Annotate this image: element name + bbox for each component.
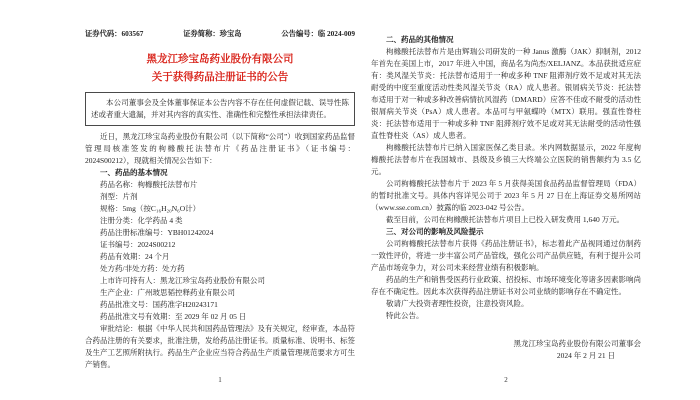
stock-info-row <box>85 28 355 40</box>
page-number-1: 1 <box>218 376 222 384</box>
board-signature: 黑龙江珍宝岛药业股份有限公司董事会 <box>513 339 641 348</box>
stock-code: 证券代码：603567 <box>85 29 144 38</box>
shelf-life-line: 药品有效期：24 个月 <box>100 252 170 262</box>
risk-paragraph: 药品的生产和销售受医药行业政策、招投标、市场环境变化等诸多因素影响尚存在不确定性。因此本次获得药品注册证书对公司业绩的影响存在不确定性。 <box>371 275 641 296</box>
registration-class-line: 注册分类：化学药品 4 类 <box>100 216 183 226</box>
announcement-closing-line: 特此公告。 <box>386 311 424 320</box>
investor-notice-line: 敬请广大投资者理性投资，注意投资风险。 <box>386 299 529 308</box>
announcement-page-2 <box>371 0 641 400</box>
section3-heading: 三、对公司的影响及风险提示 <box>386 227 484 236</box>
page-number-2: 2 <box>504 376 508 384</box>
company-title: 黑龙江珍宝岛药业股份有限公司 <box>146 54 294 65</box>
approval-validity-line: 药品批准文号有效期：至 2029 年 02 月 05 日 <box>100 312 247 322</box>
prescription-type-line: 处方药/非处方药：处方药 <box>100 264 185 274</box>
manufacturer-line: 生产企业：广州玻思韬控释药业有限公司 <box>100 288 235 298</box>
intro-paragraph: 近日，黑龙江珍宝岛药业股份有限公司（以下简称“公司”）收到国家药品监督管理局核准签发的枸橼酸托法替布片《药品注册证书》（证书编号：2024S00212），现就相关情况公告如下： <box>85 132 355 166</box>
dosage-form-line: 剂型：片剂 <box>100 192 138 202</box>
drug-name-line: 药品名称：枸橼酸托法替布片 <box>100 180 198 190</box>
standard-number-line: 药品注册标准编号：YBH01242024 <box>100 228 214 238</box>
section2-heading: 二、药品的其他情况 <box>386 35 454 44</box>
section1-heading: 一、药品的基本情况 <box>100 168 168 178</box>
medical-insurance-paragraph: 枸橼酸托法替布片已纳入国家医保乙类目录。米内网数据显示，2022 年度枸橼酸托法替布片在我国城市、县级及乡镇三大终端公立医院的销售额约为 3.5 亿元。 <box>371 143 641 176</box>
announcement-date: 2024 年 2 月 21 日 <box>556 351 615 360</box>
specification-line: 规格：5mg（按C₁₆H₂₀N₆O计） <box>100 204 201 214</box>
announcement-title: 关于获得药品注册证书的公告 <box>151 72 289 83</box>
certificate-number-line: 证书编号：2024S00212 <box>100 240 176 250</box>
disclaimer-text: 本公司董事会及全体董事保证本公告内容不存在任何虚假记载、误导性陈述或者重大遗漏，并对其内容的真实性、准确性和完整性承担法律责任。 <box>91 98 349 120</box>
approval-conclusion-paragraph: 审批结论：根据《中华人民共和国药品管理法》及有关规定，经审查，本品符合药品注册的有关要求，批准注册，发给药品注册证书。质量标准、说明书、标签及生产工艺照所附执行。药品生产企业应当符合药品生产质量管理规范要求方可生产销售。 <box>85 324 355 370</box>
impact-paragraph: 公司枸橼酸托法替布片获得《药品注册证书》，标志着此产品视同通过仿制药一致性评价，将进一步丰富公司产品管线，强化公司产品供应链，有利于提升公司产品市场竞争力，对公司未来经营业绩有积极影响。 <box>371 239 641 272</box>
announcement-page-1 <box>85 0 355 400</box>
announcement-number: 公告编号：临 2024-009 <box>281 29 355 38</box>
stock-short-name: 证券简称：珍宝岛 <box>183 29 242 38</box>
disclaimer-box <box>85 92 355 126</box>
drug-background-paragraph: 枸橼酸托法替布片是由辉瑞公司研发的一种 Janus 激酶（JAK）抑制剂，2012 年首先在美国上市，2017 年进入中国，商品名为尚杰/XELJANZ。本品获批适应症有：类风湿关节炎：托法替布适用于一种或多种 TNF 阻滞剂疗效不足或对其无法耐受的中度至重度活动性类风湿关节炎（RA）成人患者。银屑病关节炎：托法替布适用于对一种或多种改善病情抗风湿药（DMARD）应答不佳或不耐受的活动性银屑病关节炎（PsA）成人患者。本品可与甲氨蝶呤（MTX）联用。强直性脊柱炎：托法替布适用于一种或多种 TNF 阻滞剂疗效不足或对其无法耐受的活动性强直性脊柱炎（AS）成人患者。 <box>371 47 641 140</box>
rd-cost-paragraph: 截至目前，公司在枸橼酸托法替布片项目上已投入研发费用 1,640 万元。 <box>386 215 625 224</box>
fda-approval-paragraph: 公司枸橼酸托法替布片于 2023 年 5 月获得美国食品药品监督管理局（FDA）的暂时批准文号。具体内容详见公司于 2023 年 5 月 27 日在上海证券交易所网站（www.sse.com.cn）披露的临 2023-042 号公告。 <box>371 179 641 212</box>
approval-number-line: 药品批准文号：国药准字H20243171 <box>100 300 218 310</box>
license-holder-line: 上市许可持有人：黑龙江珍宝岛药业股份有限公司 <box>100 276 265 286</box>
